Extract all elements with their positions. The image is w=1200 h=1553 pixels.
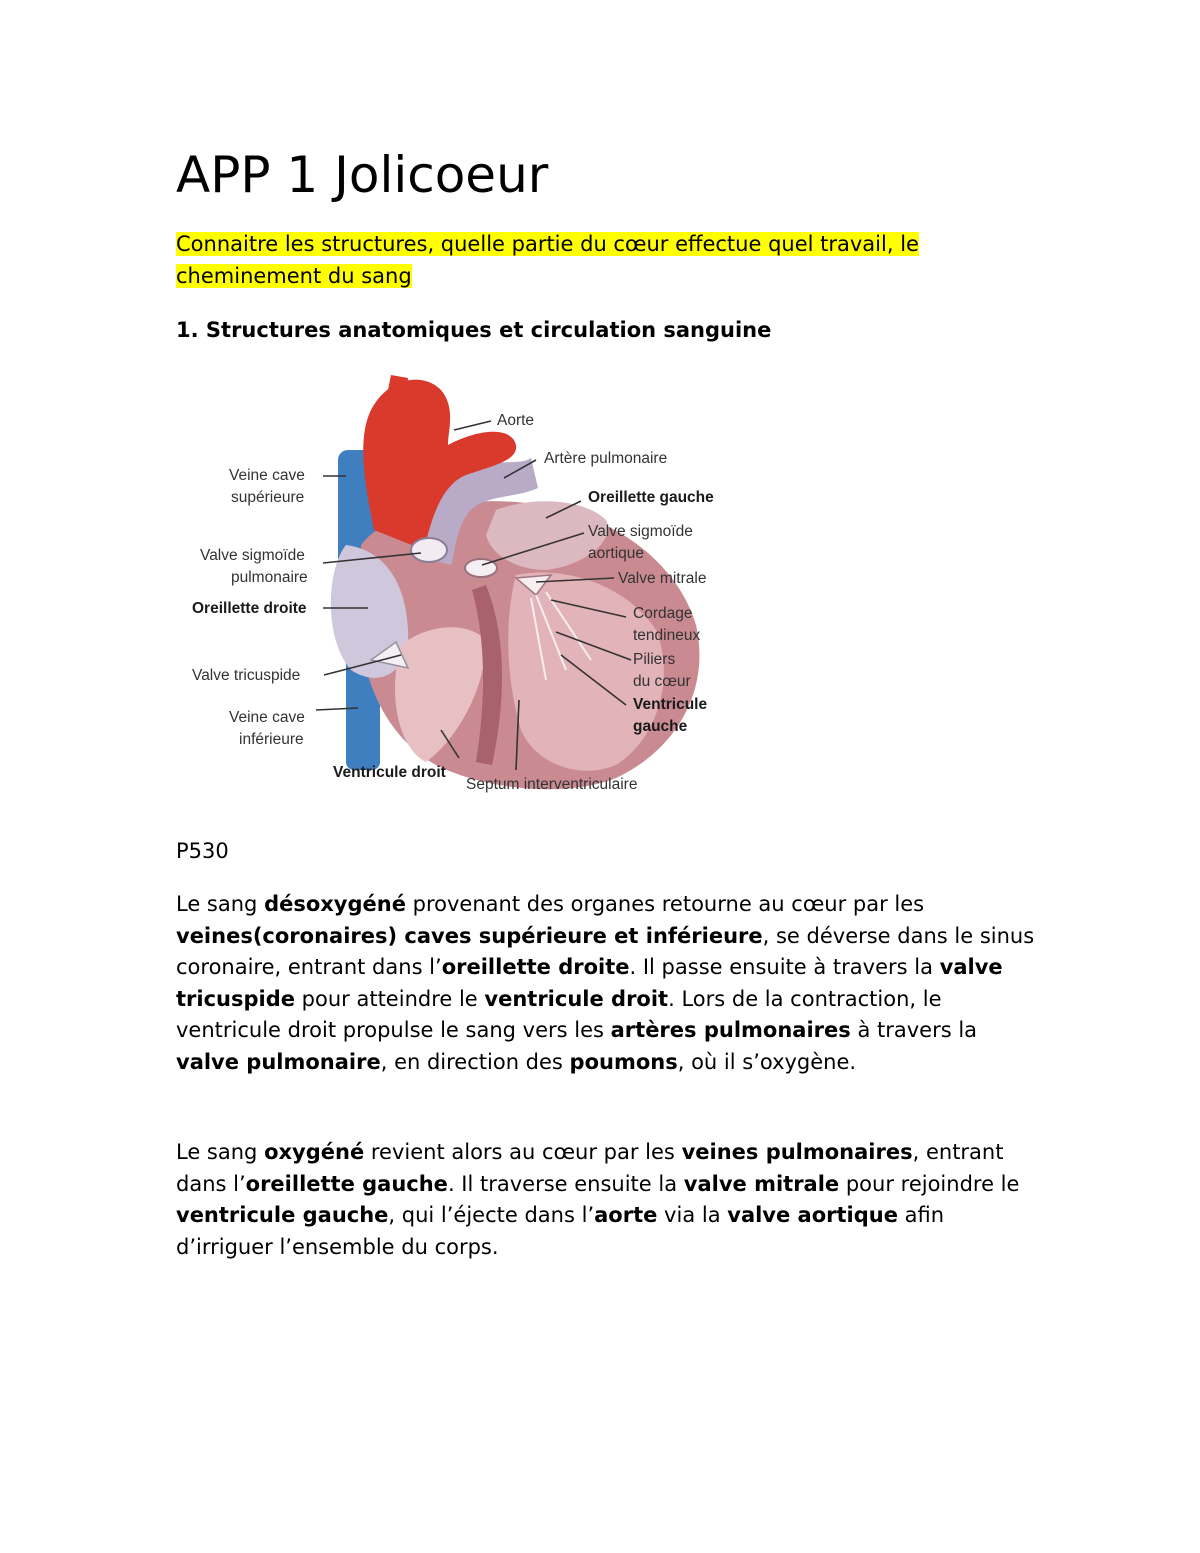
paragraph-text: , se déverse dans le sinus coronaire, entrant dans l’: [176, 923, 1035, 979]
paragraph-text: afin d’irriguer l’ensemble du corps.: [176, 1203, 945, 1259]
bold-term: artères pulmonaires: [610, 1018, 851, 1042]
bold-term: valve mitrale: [683, 1171, 840, 1196]
label-valve-sigmoide-pulm-line2: pulmonaire: [231, 569, 308, 586]
heart-illustration: [186, 370, 746, 800]
paragraph-deoxygenated-blood: [176, 889, 1036, 1078]
label-piliers-line2: du cœur: [633, 673, 691, 690]
page-title: APP 1 Jolicoeur: [176, 146, 549, 204]
bold-term: veines(coronaires) caves supérieure et inférieure: [176, 923, 763, 948]
paragraph-text: , entrant dans l’: [176, 1140, 1004, 1196]
label-oreillette-gauche: Oreillette gauche: [588, 489, 714, 506]
label-valve-sigmoide-pulm-line1: Valve sigmoïde: [200, 547, 305, 564]
paragraph-text: . Lors de la contraction, le ventricule droit propulse le sang vers les: [176, 986, 942, 1042]
bold-term: oreillette gauche: [245, 1171, 448, 1196]
paragraph-text: , où il s’oxygène.: [677, 1049, 857, 1074]
label-veine-cave-sup-line2: supérieure: [231, 489, 305, 506]
label-ventricule-droit: Ventricule droit: [333, 764, 446, 781]
paragraph-text: Le sang: [176, 1140, 265, 1164]
label-veine-cave-inf-line1: Veine cave: [229, 709, 305, 726]
paragraph-text: pour atteindre le: [295, 986, 485, 1011]
paragraph-text: pour rejoindre le: [839, 1171, 1020, 1196]
bold-term: poumons: [569, 1049, 678, 1074]
label-valve-sigmoide-aortique-line2: aortique: [588, 545, 645, 562]
paragraph-text: . Il traverse ensuite la: [447, 1171, 684, 1196]
paragraph-text: provenant des organes retourne au cœur par les: [405, 892, 925, 916]
paragraph-text: , qui l’éjecte dans l’: [388, 1203, 595, 1227]
paragraph-text: Le sang: [176, 892, 265, 916]
label-ventricule-gauche-line1: Ventricule: [633, 696, 708, 713]
aortic-branch: [386, 375, 408, 400]
label-valve-sigmoide-aortique-line1: Valve sigmoïde: [588, 523, 693, 540]
bold-term: aorte: [594, 1203, 658, 1227]
label-oreillette-droite: Oreillette droite: [192, 600, 307, 617]
label-veine-cave-inf-line2: inférieure: [239, 731, 304, 748]
paragraph-text: à travers la: [850, 1018, 978, 1042]
objective-text: [176, 228, 1036, 292]
label-septum: Septum interventriculaire: [466, 776, 638, 793]
label-valve-tricuspide: Valve tricuspide: [192, 667, 301, 684]
highlighted-objective: Connaitre les structures, quelle partie du cœur effectue quel travail, le cheminement du sang: [176, 232, 919, 288]
label-veine-cave-sup-line1: Veine cave: [229, 467, 305, 484]
paragraph-text: revient alors au cœur par les: [364, 1140, 682, 1164]
section-heading: 1. Structures anatomiques et circulation sanguine: [176, 318, 772, 342]
page-reference: P530: [176, 839, 229, 863]
label-aorte: Aorte: [497, 412, 535, 429]
paragraph-oxygenated-blood: [176, 1137, 1036, 1263]
bold-term: valve aortique: [727, 1203, 898, 1227]
bold-term: ventricule droit: [484, 986, 669, 1011]
label-cordage-line1: Cordage: [633, 605, 693, 622]
label-ventricule-gauche-line2: gauche: [633, 718, 688, 735]
bold-term: oreillette droite: [441, 955, 630, 979]
bold-term: valve pulmonaire: [176, 1049, 381, 1074]
label-piliers-line1: Piliers: [633, 651, 676, 668]
heart-diagram: [186, 370, 746, 800]
paragraph-text: . Il passe ensuite à travers la: [629, 955, 940, 979]
bold-term: valve tricuspide: [176, 955, 1003, 1011]
pulmonary-valve: [411, 538, 447, 562]
bold-term: désoxygéné: [264, 892, 406, 916]
paragraph-text: via la: [657, 1203, 728, 1227]
label-artere-pulmonaire: Artère pulmonaire: [544, 450, 668, 467]
label-valve-mitrale: Valve mitrale: [618, 570, 707, 587]
bold-term: veines pulmonaires: [681, 1140, 913, 1164]
label-cordage-line2: tendineux: [633, 627, 701, 644]
paragraph-text: , en direction des: [380, 1049, 570, 1074]
bold-term: ventricule gauche: [176, 1203, 389, 1227]
bold-term: oxygéné: [264, 1140, 365, 1164]
